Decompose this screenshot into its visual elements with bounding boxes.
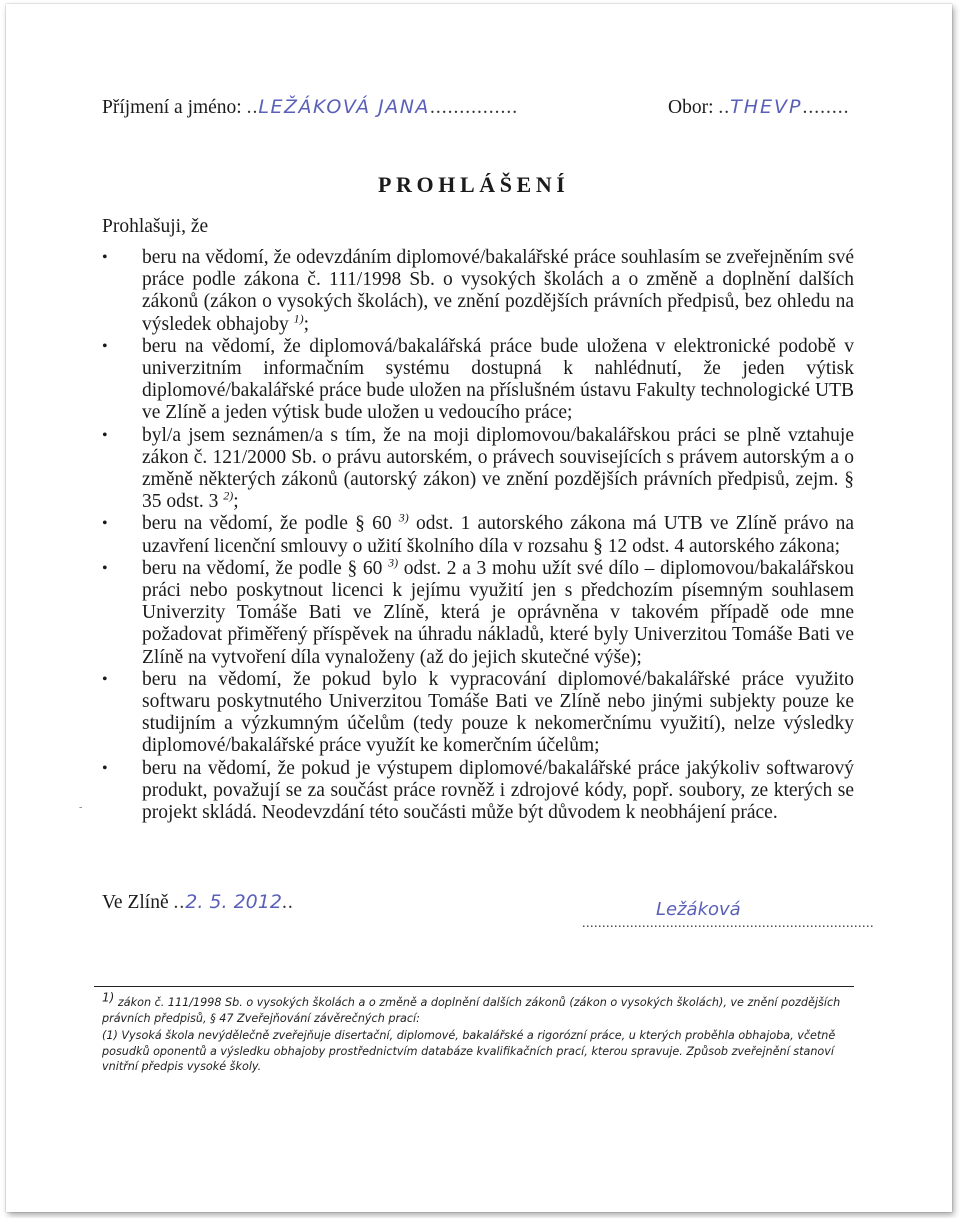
document-page <box>6 4 952 1212</box>
footnote-line-1: zákon č. 111/1998 Sb. o vysokých školách a o změně a doplnění dalších zákonů (zákon o vysokých školách), ve znění pozdějších právních předpisů, § 47 Zveřejňování závěrečných prací: <box>102 996 841 1025</box>
place-label: Ve Zlíně <box>102 892 169 913</box>
declaration-item: • byl/a jsem seznámen/a s tím, že na moji diplomovou/bakalářskou práci se plně vztahuje zákon č. 121/2000 Sb. o právu autorském, o právech souvisejících s právem autorským a o změně některých zákonů (autorský zákon) ve znění pozdějších právních předpisů, zejm. § 35 odst. 3 $^{2)}$; <box>102 425 854 514</box>
declaration-item: • beru na vědomí, že podle § 60 $^{3)}$ odst. 1 autorského zákona má UTB ve Zlíně právo na uzavření licenční smlouvy o užití školního díla v rozsahu § 12 odst. 4 autorského zákona; <box>102 513 854 557</box>
signature-line: ......................................................................... <box>582 916 874 931</box>
footnote-divider <box>94 986 854 987</box>
field-row <box>668 95 849 120</box>
declaration-item: • beru na vědomí, že diplomová/bakalářská práce bude uložena v elektronické podobě v univerzitním informačním systému dostupná k nahlédnutí, že jeden výtisk diplomové/bakalářské práce bude uložen na příslušném ústavu Fakulty technologické UTB ve Zlíně a jeden výtisk bude uložen u vedoucího práce; <box>102 336 854 425</box>
scan-mark: - <box>79 802 83 813</box>
footnote-line-2: (1) Vysoká škola nevýdělečně zveřejňuje disertační, diplomové, bakalářské a rigorózní práce, u kterých proběhla obhajoba, včetně posudků oponentů a výsledku obhajoby prostřednictvím databáze kvalifikačních prací, kterou spravuje. Způsob zveřejnění stanoví vnitřní předpis vysoké školy. <box>102 1029 836 1073</box>
name-row <box>102 95 518 120</box>
name-label: Příjmení a jméno: <box>102 97 242 118</box>
field-handwritten: THEVP <box>730 96 803 118</box>
declaration-item: • beru na vědomí, že podle § 60 $^{3)}$ odst. 2 a 3 mohu užít své dílo – diplomovou/bakalářskou práci nebo poskytnout licenci k jejímu využití jen s předchozím písemným souhlasem Univerzity Tomáše Bati ve Zlíně, která je oprávněna v takovém případě ode mne požadovat přiměřený příspěvek na úhradu nákladů, které byly Univerzitou Tomáše Bati ve Zlíně na vytvoření díla vynaloženy (až do jejich skutečné výše); <box>102 558 854 669</box>
name-handwritten: LEŽÁKOVÁ JANA <box>258 96 430 118</box>
field-dots-trailing: ........ <box>802 97 850 118</box>
field-label: Obor: <box>668 97 714 118</box>
declaration-list <box>102 247 854 824</box>
declaration-item: • beru na vědomí, že pokud je výstupem diplomové/bakalářské práce jakýkoliv softwarový produkt, považují se za součást práce rovněž i zdrojové kódy, popř. soubory, ze kterých se projekt skládá. Neodevzdání této součásti může být důvodem k neobhájení práce. <box>102 758 854 825</box>
date-dots-leading: .. <box>173 892 186 913</box>
page-title: PROHLÁŠENÍ <box>378 172 570 197</box>
declaration-item: • beru na vědomí, že odevzdáním diplomové/bakalářské práce souhlasím se zveřejněním své práce podle zákona č. 111/1998 Sb. o vysokých školách a o změně a doplnění dalších zákonů (zákon o vysokých školách), ve znění pozdějších právních předpisů, bez ohledu na výsledek obhajoby $^{1)}$; <box>102 247 854 336</box>
field-dots-leading: .. <box>718 97 731 118</box>
footnote <box>102 990 852 1075</box>
declaration-item: • beru na vědomí, že pokud bylo k vypracování diplomové/bakalářské práce využito softwaru poskytnutého Univerzitou Tomáše Bati ve Zlíně nebo jinými subjekty pouze ke studijním a výzkumným účelům (tedy pouze k nekomerčnímu využití), nelze výsledky diplomové/bakalářské práce využít ke komerčním účelům; <box>102 669 854 758</box>
footnote-marker: 1) <box>102 990 115 1005</box>
place-date-row <box>102 890 294 915</box>
name-dots-trailing: ............... <box>429 97 519 118</box>
name-dots-leading: .. <box>246 97 259 118</box>
date-handwritten: 2. 5. 2012 <box>185 891 282 913</box>
date-dots-trailing: .. <box>281 892 294 913</box>
signature: Ležáková <box>656 899 741 920</box>
intro-text: Prohlašuji, že <box>102 216 209 237</box>
